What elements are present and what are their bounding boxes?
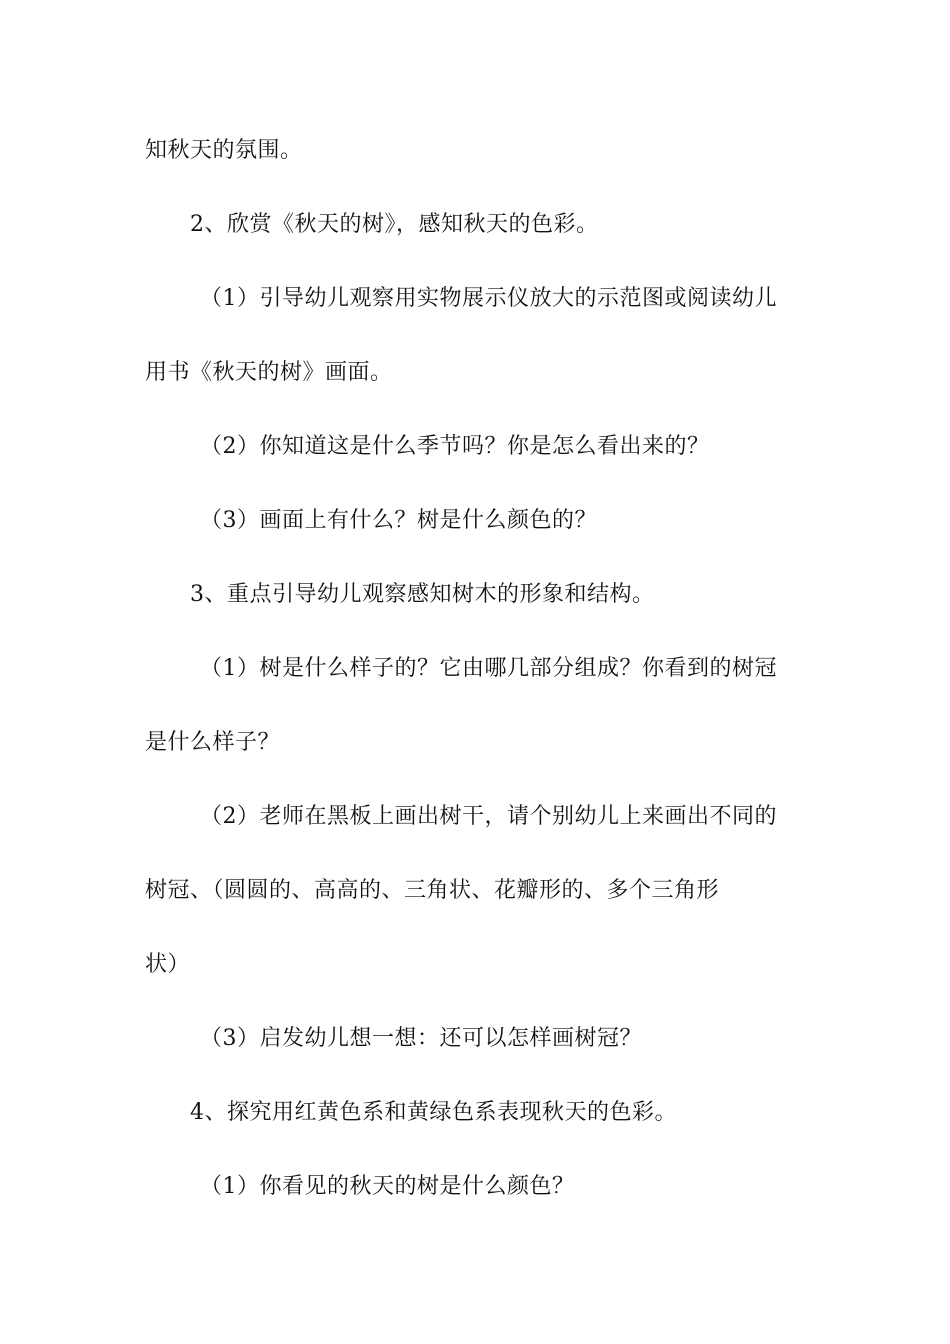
paragraph-line-1: 知秋天的氛围。	[145, 138, 303, 163]
list-item-3-2: （2）老师在黑板上画出树干，请个别幼儿上来画出不同的	[200, 804, 777, 829]
list-item-3-1-continued: 是什么样子？	[145, 730, 281, 755]
list-item-3-2-continued-2: 状）	[145, 952, 191, 977]
list-item-2-1-continued: 用书《秋天的树》画面。	[145, 360, 393, 385]
section-heading-4: 4、探究用红黄色系和黄绿色系表现秋天的色彩。	[190, 1100, 677, 1125]
list-item-2-3: （3）画面上有什么？树是什么颜色的？	[200, 508, 597, 533]
section-heading-3: 3、重点引导幼儿观察感知树木的形象和结构。	[190, 582, 655, 607]
section-heading-2: 2、欣赏《秋天的树》，感知秋天的色彩。	[190, 212, 599, 237]
list-item-3-2-continued: 树冠、（圆圆的、高高的、三角状、花瓣形的、多个三角形	[145, 878, 720, 903]
list-item-3-3: （3）启发幼儿想一想：还可以怎样画树冠？	[200, 1026, 642, 1051]
list-item-4-1: （1）你看见的秋天的树是什么颜色？	[200, 1174, 575, 1199]
list-item-2-2: （2）你知道这是什么季节吗？你是怎么看出来的？	[200, 434, 710, 459]
list-item-3-1: （1）树是什么样子的？它由哪几部分组成？你看到的树冠	[200, 656, 777, 681]
list-item-2-1: （1）引导幼儿观察用实物展示仪放大的示范图或阅读幼儿	[200, 286, 777, 311]
